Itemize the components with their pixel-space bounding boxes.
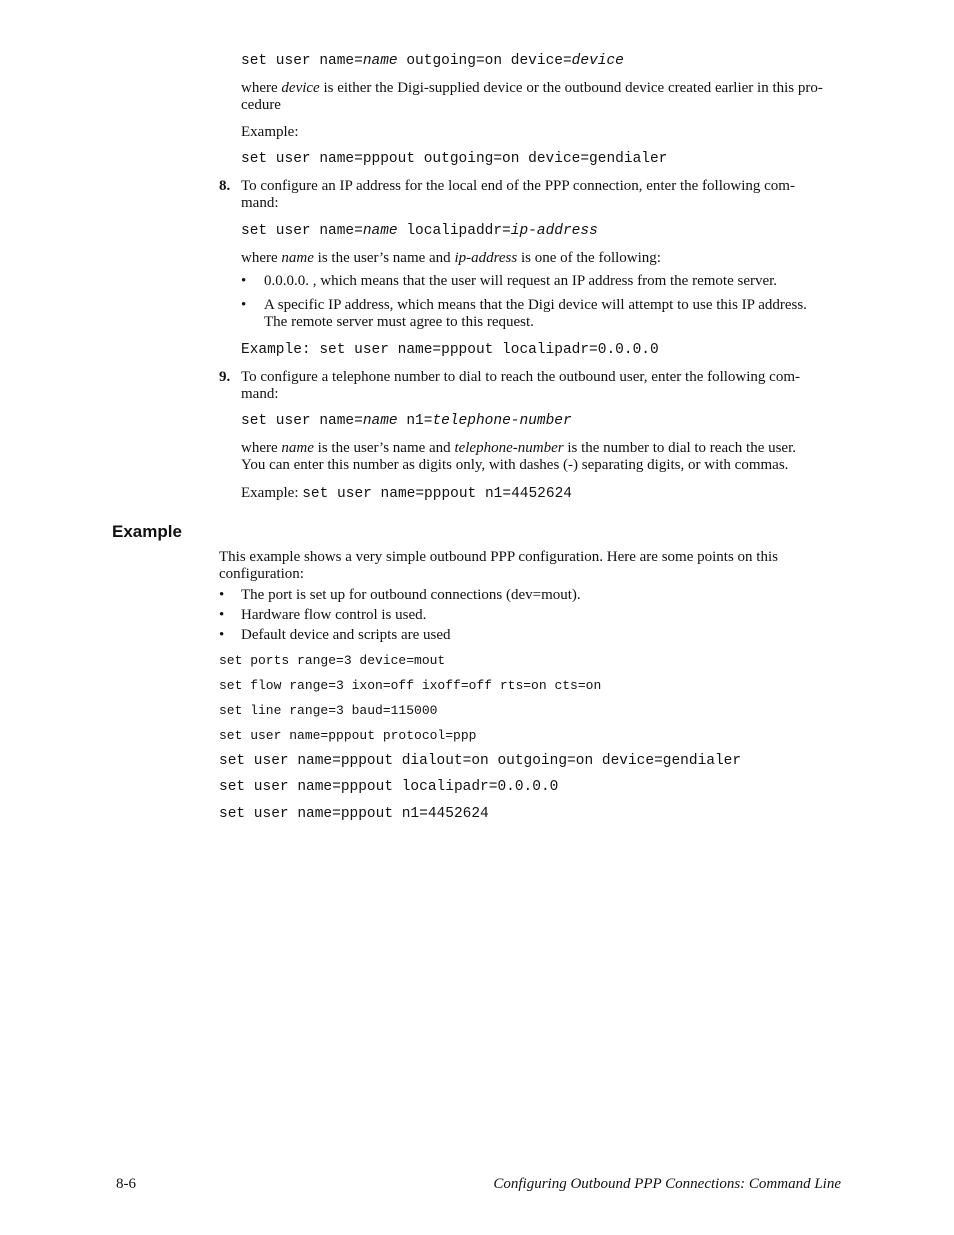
code-line: set user name=pppout dialout=on outgoing=on device=gendialer bbox=[219, 753, 742, 769]
list-item: The port is set up for outbound connections (dev=mout). bbox=[241, 587, 581, 603]
chapter-title: Configuring Outbound PPP Connections: Command Line bbox=[493, 1176, 841, 1192]
example-line: Example: set user name=pppout n1=4452624 bbox=[241, 485, 572, 502]
page-number: 8-6 bbox=[116, 1176, 136, 1192]
paragraph: where device is either the Digi-supplied device or the outbound device created earlier in this pro- cedure bbox=[241, 80, 823, 113]
step-text: To configure a telephone number to dial to reach the outbound user, enter the following com- mand: bbox=[241, 369, 801, 402]
command-line: set user name=name outgoing=on device=device bbox=[241, 53, 624, 69]
bullet-marker: • bbox=[219, 607, 225, 623]
paragraph: This example shows a very simple outbound PPP configuration. Here are some points on this configuration: bbox=[219, 549, 778, 582]
bullet-marker: • bbox=[219, 587, 225, 603]
command-line: set user name=pppout outgoing=on device=gendialer bbox=[241, 151, 668, 167]
code-line: set user name=pppout localipadr=0.0.0.0 bbox=[219, 779, 559, 795]
code-line: set flow range=3 ixon=off ixoff=off rts=on cts=on bbox=[219, 678, 602, 693]
code-line: set line range=3 baud=115000 bbox=[219, 703, 438, 718]
bullet-marker: • bbox=[241, 297, 247, 313]
list-item: Default device and scripts are used bbox=[241, 627, 451, 643]
list-item: Hardware flow control is used. bbox=[241, 607, 427, 623]
bullet-marker: • bbox=[219, 627, 225, 643]
bullet-marker: • bbox=[241, 273, 247, 289]
step-number: 9. bbox=[219, 369, 231, 385]
code-line: set user name=pppout n1=4452624 bbox=[219, 806, 489, 822]
paragraph: where name is the user’s name and ip-address is one of the following: bbox=[241, 250, 661, 266]
list-item: A specific IP address, which means that the Digi device will attempt to use this IP address. The remote server must agree to this request. bbox=[264, 297, 807, 330]
list-item: 0.0.0.0. , which means that the user will request an IP address from the remote server. bbox=[264, 273, 778, 289]
paragraph: where name is the user’s name and telephone-number is the number to dial to reach the user. You can enter this number as digits only, with dashes (-) separating digits, or with commas. bbox=[241, 440, 797, 473]
command-line: Example: set user name=pppout localipadr=0.0.0.0 bbox=[241, 342, 659, 358]
section-heading: Example bbox=[112, 522, 182, 541]
step-number: 8. bbox=[219, 178, 231, 194]
example-label: Example: bbox=[241, 124, 299, 140]
code-line: set user name=pppout protocol=ppp bbox=[219, 728, 477, 743]
command-line: set user name=name n1=telephone-number bbox=[241, 413, 572, 429]
code-line: set ports range=3 device=mout bbox=[219, 653, 446, 668]
command-line: set user name=name localipaddr=ip-address bbox=[241, 223, 598, 239]
step-text: To configure an IP address for the local end of the PPP connection, enter the following com- mand: bbox=[241, 178, 795, 211]
